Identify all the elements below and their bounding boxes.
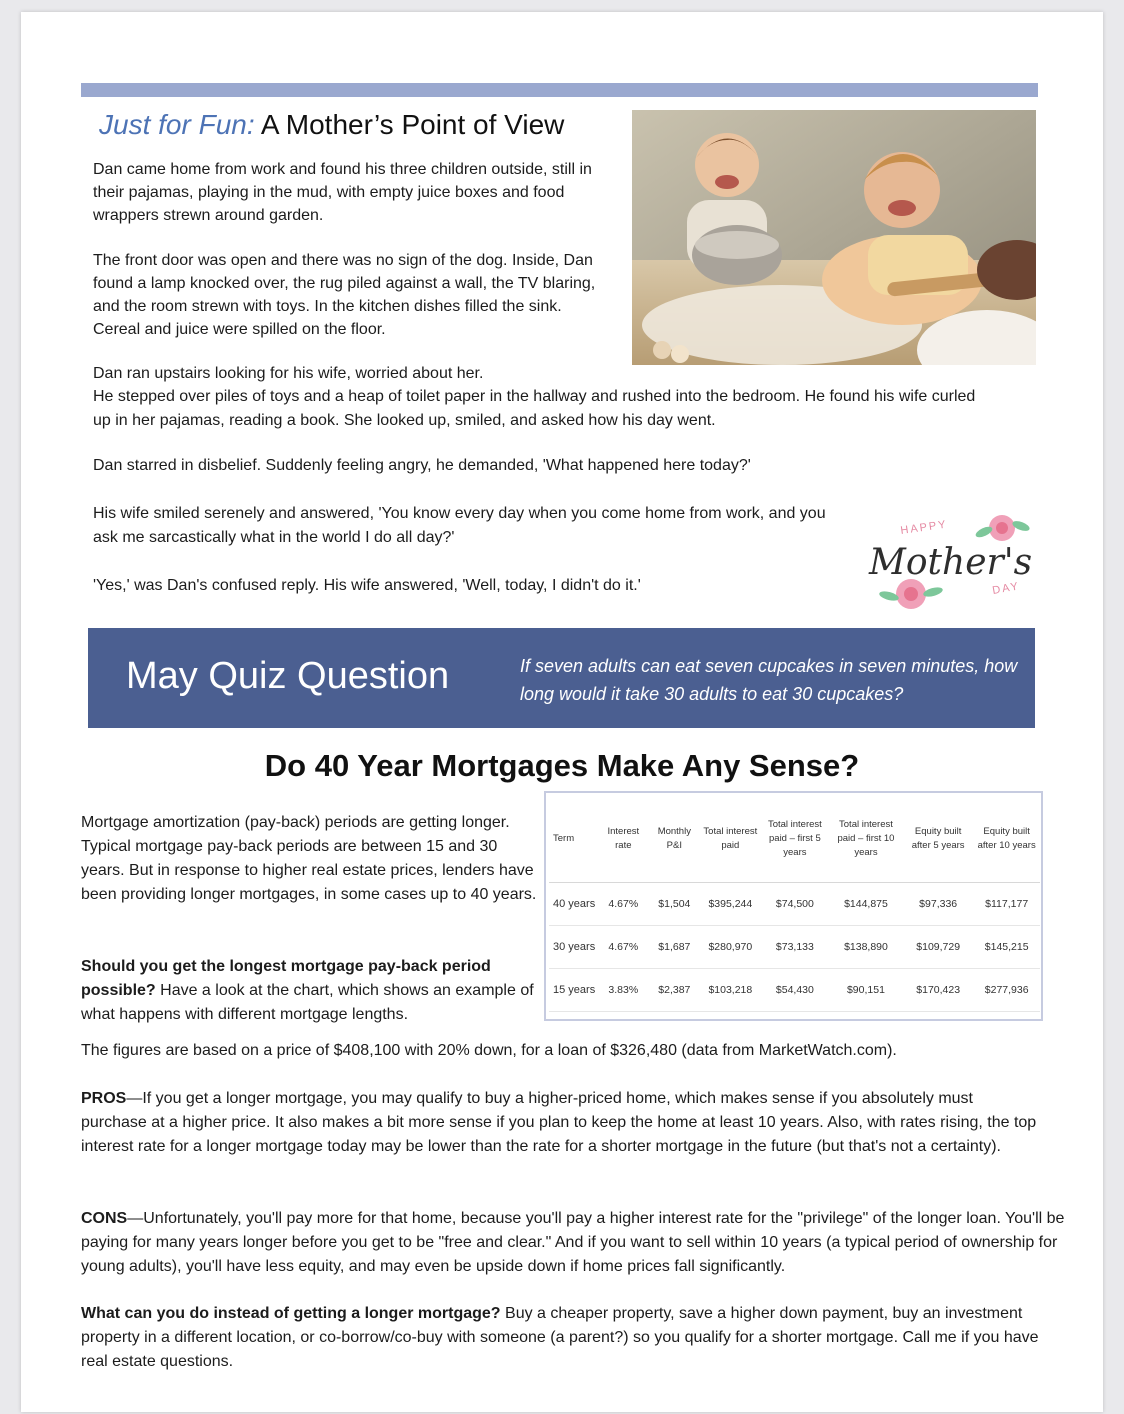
table-header-row — [549, 796, 1040, 883]
pros-label: PROS — [81, 1090, 127, 1107]
newsletter-page — [21, 12, 1103, 1412]
table-cell: $280,970 — [700, 926, 761, 969]
quiz-banner — [88, 628, 1035, 728]
story-paragraph-3b: He stepped over piles of toys and a heap of toilet paper in the hallway and rushed into the bedroom. He found his wife curled up in her pajamas, reading a book. She looked up, smiled, and asked how his day went. — [93, 388, 976, 429]
table-cell: $2,387 — [649, 969, 700, 1012]
table-header-cell: Total interest paid — [700, 796, 761, 883]
story-paragraph-5: His wife smiled serenely and answered, 'You know every day when you come home from work, and you ask me sarcastically what in the world I do all day?' — [93, 505, 826, 546]
table-cell: 30 years — [549, 926, 598, 969]
photo-illustration — [632, 110, 1036, 365]
table-cell: 4.67% — [598, 883, 649, 926]
table-cell: $54,430 — [761, 969, 829, 1012]
table-row — [549, 969, 1040, 1012]
mortgage-figures-note: The figures are based on a price of $408,100 with 20% down, for a loan of $326,480 (data from MarketWatch.com). — [81, 1042, 897, 1059]
mothers-text: Mother's — [869, 542, 1033, 583]
happy-mothers-day-graphic — [847, 508, 1037, 616]
table-header-cell: Monthly P&I — [649, 796, 700, 883]
story-paragraph-1: Dan came home from work and found his three children outside, still in their pajamas, playing in the mud, with empty juice boxes and food wrappers strewn around garden. — [93, 161, 592, 224]
table-cell: 15 years — [549, 969, 598, 1012]
table-cell: $103,218 — [700, 969, 761, 1012]
table-cell: $117,177 — [973, 883, 1040, 926]
top-accent-bar — [81, 83, 1038, 97]
story-paragraph-6: 'Yes,' was Dan's confused reply. His wife answered, 'Well, today, I didn't do it.' — [93, 577, 641, 594]
mortgage-question-paragraph — [81, 955, 543, 1027]
mortgage-question-bold: Should you get the longest mortgage pay-back period possible? — [81, 958, 491, 999]
cons-paragraph — [81, 1207, 1066, 1279]
children-baking-photo — [632, 110, 1036, 365]
story-paragraph-2: The front door was open and there was no sign of the dog. Inside, Dan found a lamp knocked over, the rug piled against a wall, the TV blaring, and the room strewn with toys. In the kitchen dishes filled the sink. Cereal and juice were spilled on the floor. — [93, 252, 596, 338]
alternatives-label: What can you do instead of getting a longer mortgage? — [81, 1305, 501, 1322]
alternatives-paragraph — [81, 1302, 1066, 1374]
fun-title-lead: Just for Fun: — [99, 109, 255, 140]
mortgage-article-title: Do 40 Year Mortgages Make Any Sense? — [264, 748, 860, 783]
cons-text: —Unfortunately, you'll pay more for that home, because you'll pay a higher interest rate for the "privilege" of the longer loan. You'll be paying for many years longer before you get to be "free and clear." And if you want to sell within 10 years (a typical period of ownership for young adults), you'll have less equity, and may even be upside down if home prices fall significantly. — [81, 1210, 1065, 1275]
quiz-title: May Quiz Question — [126, 655, 450, 697]
table-header-cell: Equity built after 5 years — [903, 796, 973, 883]
fun-section-title — [99, 108, 564, 142]
table-cell: $144,875 — [829, 883, 903, 926]
table-cell: $1,687 — [649, 926, 700, 969]
table-cell: $145,215 — [973, 926, 1040, 969]
table-cell: 3.83% — [598, 969, 649, 1012]
table-row — [549, 883, 1040, 926]
quiz-question: If seven adults can eat seven cupcakes in seven minutes, how long would it take 30 adults to eat 30 cupcakes? — [520, 656, 1018, 704]
pros-text: —If you get a longer mortgage, you may qualify to buy a higher-priced home, which makes sense if you absolutely must purchase at a higher price. It also makes a bit more sense if you plan to keep the home at least 10 years. Also, with rates rising, the top interest rate for a longer mortgage today may be lower than the rate for a shorter mortgage in the future (but that's not a certainty). — [81, 1090, 1037, 1155]
happy-text: HAPPY — [899, 518, 949, 537]
table-cell: $1,504 — [649, 883, 700, 926]
table-cell: $170,423 — [903, 969, 973, 1012]
alternatives-text: Buy a cheaper property, save a higher down payment, buy an investment property in a different location, or co-borrow/co-buy with someone (a parent?) so you qualify for a shorter mortgage. Call me if you have real estate questions. — [81, 1305, 1039, 1370]
table-cell: $97,336 — [903, 883, 973, 926]
mortgage-question-rest: Have a look at the chart, which shows an example of what happens with different mortgage lengths. — [81, 982, 534, 1023]
table-cell: $277,936 — [973, 969, 1040, 1012]
mortgage-intro: Mortgage amortization (pay-back) periods are getting longer. Typical mortgage pay-back periods are between 15 and 30 years. But in response to higher real estate prices, lenders have been providing longer mortgages, in some cases up to 40 years. — [81, 814, 537, 903]
table-cell: $74,500 — [761, 883, 829, 926]
table-row — [549, 926, 1040, 969]
mortgage-comparison-table — [544, 791, 1043, 1021]
table-header-cell: Total interest paid – first 10 years — [829, 796, 903, 883]
day-text: DAY — [991, 580, 1021, 597]
table-cell: $109,729 — [903, 926, 973, 969]
story-paragraph-3a: Dan ran upstairs looking for his wife, worried about her. — [93, 365, 484, 382]
pros-paragraph — [81, 1087, 1041, 1159]
table-cell: $73,133 — [761, 926, 829, 969]
table-header-cell: Total interest paid – first 5 years — [761, 796, 829, 883]
table-cell: $90,151 — [829, 969, 903, 1012]
table-cell: $138,890 — [829, 926, 903, 969]
story-paragraph-4: Dan starred in disbelief. Suddenly feeling angry, he demanded, 'What happened here today?' — [93, 457, 751, 474]
table-header-cell: Equity built after 10 years — [973, 796, 1040, 883]
cons-label: CONS — [81, 1210, 128, 1227]
table-cell: 40 years — [549, 883, 598, 926]
table-cell: 4.67% — [598, 926, 649, 969]
table-header-cell: Term — [549, 796, 598, 883]
fun-title-main: A Mother’s Point of View — [254, 109, 565, 140]
table-header-cell: Interest rate — [598, 796, 649, 883]
table-cell: $395,244 — [700, 883, 761, 926]
